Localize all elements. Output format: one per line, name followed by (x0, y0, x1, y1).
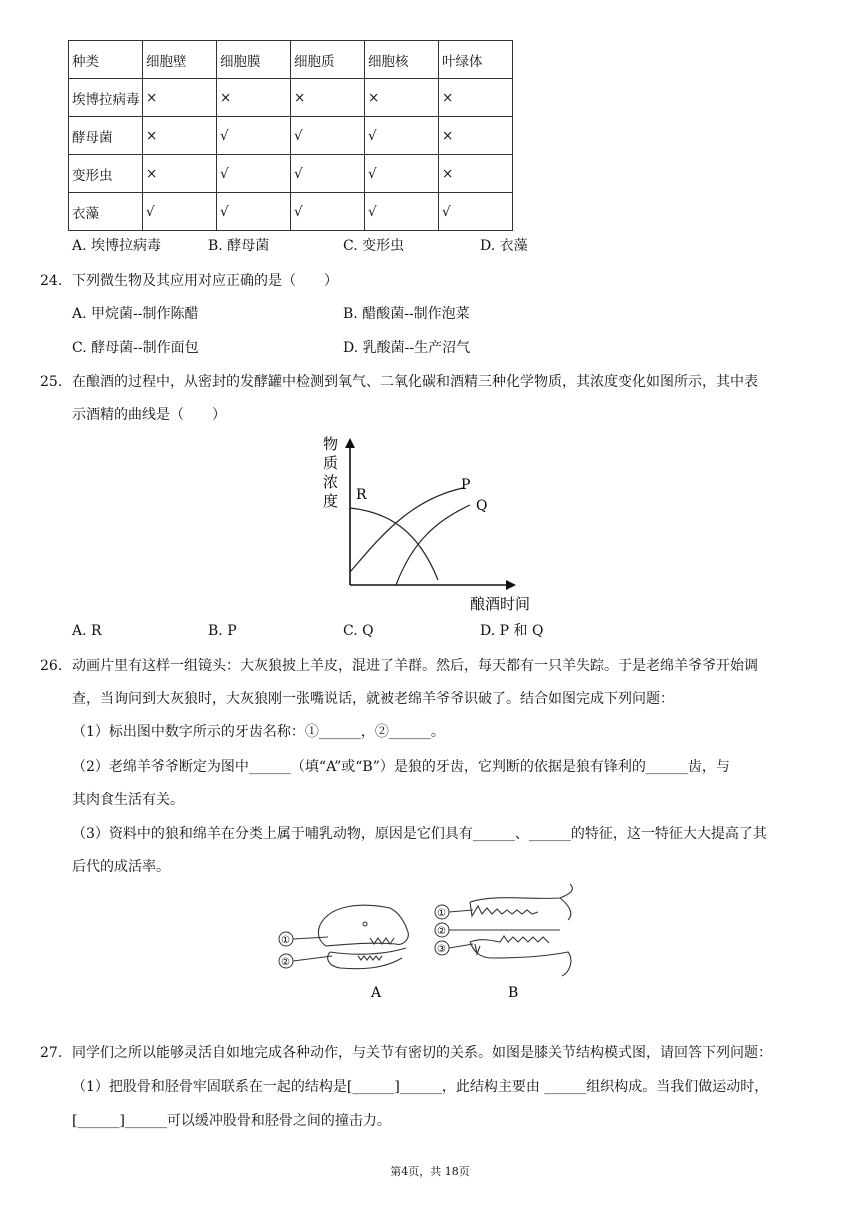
label-b3: ③ (437, 944, 446, 955)
table-cell: × (291, 79, 365, 117)
table-header-cell: 细胞核 (365, 41, 439, 79)
table-cell: 酵母菌 (69, 117, 143, 155)
question-number: 24. (40, 273, 63, 289)
sub-question-1: （1）标出图中数字所示的牙齿名称：①______，②______。 (72, 724, 445, 740)
q24-option-c: C. 酵母菌--制作面包 (72, 340, 199, 356)
y-axis-label-2: 质 (323, 454, 339, 472)
pointer-line-b1 (449, 910, 473, 912)
label-a1: ① (281, 935, 290, 946)
q23-option-c: C. 变形虫 (343, 238, 405, 254)
q24-option-b: B. 醋酸菌--制作泡菜 (343, 306, 470, 322)
question-stem-line1: 动画片里有这样一组镜头：大灰狼披上羊皮，混进了羊群。然后，每天都有一只羊失踪。于是老绵羊爷爷开始调 (72, 658, 758, 674)
table-cell: √ (217, 155, 291, 193)
page-footer: 第4页，共 18页 (390, 1165, 470, 1178)
sub-question-2-line1: （2）老绵羊爷爷断定为图中______（填“A”或“B”）是狼的牙齿，它判断的依据是狼有锋利的______齿，与 (72, 759, 730, 775)
question-number: 26. (40, 658, 63, 674)
table-cell: 埃博拉病毒 (69, 79, 143, 117)
caption-b: B (508, 985, 519, 1001)
table-cell: 衣藻 (69, 193, 143, 231)
q23-option-a: A. 埃博拉病毒 (72, 238, 162, 254)
table-cell: × (439, 79, 513, 117)
table-row (69, 155, 513, 193)
table-row (69, 117, 513, 155)
question-stem: 同学们之所以能够灵活自如地完成各种动作，与关节有密切的关系。如图是膝关节结构模式图，请回答下列问题： (72, 1045, 772, 1061)
table-cell: √ (217, 117, 291, 155)
table-cell: × (143, 117, 217, 155)
table-cell: √ (365, 155, 439, 193)
pointer-line-b3 (449, 944, 473, 948)
label-a2: ② (281, 957, 290, 968)
q25-option-b: B. P (208, 623, 237, 639)
table-cell: 变形虫 (69, 155, 143, 193)
table-cell: √ (365, 193, 439, 231)
curve-q (396, 505, 470, 585)
table-row (69, 193, 513, 231)
q25-option-c: C. Q (343, 623, 374, 639)
table-cell: √ (439, 193, 513, 231)
table-cell: √ (365, 117, 439, 155)
table-cell: √ (291, 155, 365, 193)
table-cell: √ (291, 193, 365, 231)
caption-a: A (371, 985, 382, 1001)
skull-a (318, 905, 408, 968)
teeth-figure (270, 880, 590, 1005)
curve-label-q: Q (476, 498, 488, 514)
pointer-line-a1 (293, 937, 328, 939)
sub-question-3-line2: 后代的成活率。 (72, 859, 170, 875)
q25-option-a: A. R (72, 623, 102, 639)
question-stem-line2: 示酒精的曲线是（ ） (72, 407, 226, 423)
cell-structure-table (68, 40, 513, 231)
x-axis-arrow-icon (506, 580, 516, 590)
table-cell: √ (217, 193, 291, 231)
table-cell: √ (143, 193, 217, 231)
sub-question-2-line2: 其肉食生活有关。 (72, 792, 184, 808)
q23-option-b: B. 酵母菌 (208, 238, 270, 254)
q24-option-d: D. 乳酸菌--生产沼气 (343, 340, 471, 356)
sub-question-3-line1: （3）资料中的狼和绵羊在分类上属于哺乳动物，原因是它们具有______、______的特征，这一特征大大提高了其 (72, 826, 767, 842)
pointer-line-a2 (293, 956, 332, 961)
label-b1: ① (437, 908, 446, 919)
question-number: 27. (40, 1045, 63, 1061)
y-axis-arrow-icon (345, 438, 355, 448)
table-header-row (69, 41, 513, 79)
question-stem-line1: 在酿酒的过程中，从密封的发酵罐中检测到氧气、二氧化碳和酒精三种化学物质，其浓度变化如图所示，其中表 (72, 374, 758, 390)
table-cell: × (217, 79, 291, 117)
q25-option-d: D. P 和 Q (480, 623, 544, 639)
curve-r (350, 508, 438, 580)
q24-option-a: A. 甲烷菌--制作陈醋 (72, 306, 199, 322)
table-header-cell: 细胞膜 (217, 41, 291, 79)
table-header-cell: 种类 (69, 41, 143, 79)
x-axis-label: 酿酒时间 (470, 595, 531, 613)
table-header-cell: 叶绿体 (439, 41, 513, 79)
curve-p (350, 488, 463, 572)
table-cell: × (365, 79, 439, 117)
curve-label-r: R (356, 487, 367, 503)
label-b2: ② (437, 926, 446, 937)
y-axis-label-4: 度 (323, 492, 339, 510)
concentration-graph (318, 430, 548, 615)
table-cell: × (439, 155, 513, 193)
question-number: 25. (40, 374, 63, 390)
sub-question-1-line2: [______]______可以缓冲股骨和胫骨之间的撞击力。 (72, 1113, 391, 1129)
table-row (69, 79, 513, 117)
table-header-cell: 细胞壁 (143, 41, 217, 79)
table-cell: × (143, 79, 217, 117)
question-stem-line2: 查，当询问到大灰狼时，大灰狼刚一张嘴说话，就被老绵羊爷爷识破了。结合如图完成下列问题： (72, 691, 674, 707)
table-cell: √ (291, 117, 365, 155)
table-header-cell: 细胞质 (291, 41, 365, 79)
y-axis-label-1: 物 (323, 435, 339, 453)
question-stem: 下列微生物及其应用对应正确的是（ ） (72, 273, 338, 289)
sub-question-1-line1: （1）把股骨和胫骨牢固联系在一起的结构是[______]______，此结构主要由 ______组织构成。当我们做运动时， (72, 1079, 769, 1095)
table-cell: × (439, 117, 513, 155)
table-cell: × (143, 155, 217, 193)
q23-option-d: D. 衣藻 (480, 238, 528, 254)
curve-label-p: P (461, 477, 471, 493)
y-axis-label-3: 浓 (323, 473, 339, 491)
